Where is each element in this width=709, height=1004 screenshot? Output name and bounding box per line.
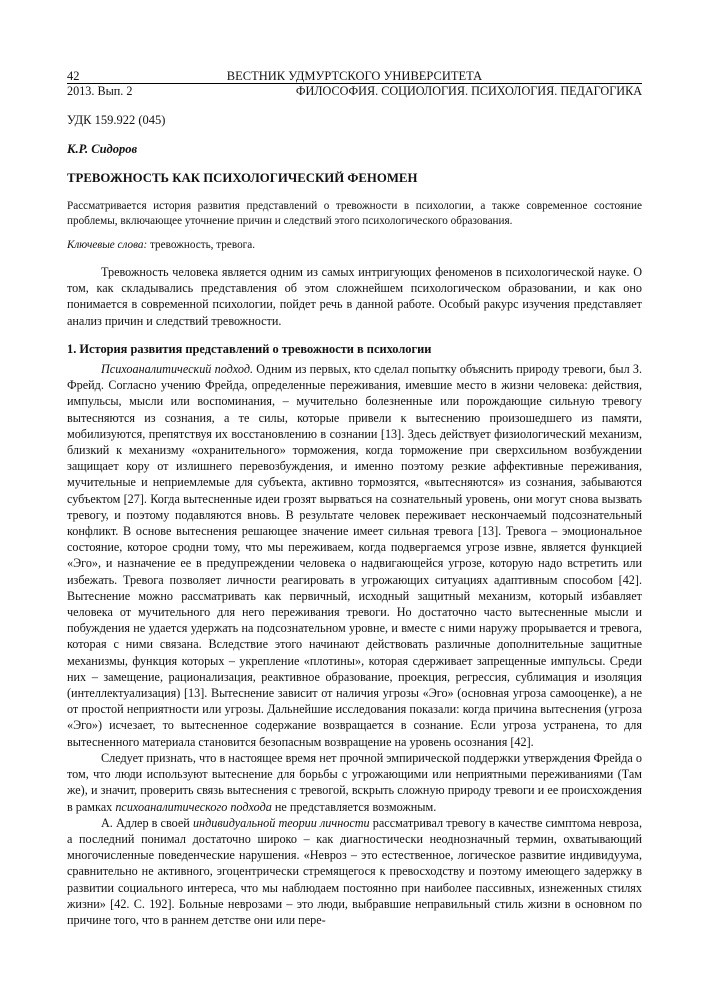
- keywords-label: Ключевые слова:: [67, 239, 148, 251]
- paragraph-italic: психоаналитического подхода: [115, 799, 272, 814]
- running-header: [67, 69, 642, 83]
- issue-info: 2013. Вып. 2: [67, 84, 133, 98]
- article-body: [67, 264, 642, 928]
- article-title: ТРЕВОЖНОСТЬ КАК ПСИХОЛОГИЧЕСКИЙ ФЕНОМЕН: [67, 171, 418, 185]
- paragraph-adler: [67, 815, 642, 928]
- paragraph-text: рассматривал тревогу в качестве симптома невроза, а последний понимал достаточно широко – как диагностически неоднозначный термин, охватывающий многочисленные поведенческие нарушения. «Невроз – это естественное, логическое развитие индивидуума, сравнительно не активного, эгоцентрически стремящегося к превосходству и поэтому имеющего задержку в развитии социального интереса, что мы наблюдаем постоянно при наиболее пассивных, изнеженных стилях жизни» [42. С. 192]. Больные неврозами – это люди, выбравшие неправильный стиль жизни в основном по причине того, что в раннем детстве они или пере-: [67, 815, 642, 927]
- udk-code: УДК 159.922 (045): [67, 113, 166, 127]
- page-number: 42: [67, 69, 80, 83]
- keywords-text: тревожность, тревога.: [147, 239, 256, 251]
- paragraph-italic: индивидуальной теории личности: [192, 815, 370, 830]
- journal-title: ВЕСТНИК УДМУРТСКОГО УНИВЕРСИТЕТА: [226, 69, 483, 83]
- author-name: К.Р. Сидоров: [67, 142, 138, 156]
- paragraph-freud-critique: [67, 750, 642, 815]
- paragraph-text: не представляется возможным.: [271, 799, 437, 814]
- series-title: ФИЛОСОФИЯ. СОЦИОЛОГИЯ. ПСИХОЛОГИЯ. ПЕДАГОГИКА: [295, 84, 642, 98]
- paragraph-text: Одним из первых, кто сделал попытку объяснить природу тревоги, был З. Фрейд. Согласно учению Фрейда, определенные переживания, имевшие место в жизни человека: действия, импульсы, мысли или воспоминания, – мучительно болезненные или порождающие сильную тревогу вытесняются из сознания, а те силы, которые привели к вытеснению произошедшего из памяти, мобилизуются, препятствуя их восстановлению в сознании [13]. Здесь действует физиологический механизм, близкий к механизму «охранительного» торможения, когда торможение при сверхсильном возбуждении защищает кору от излишнего перевозбуждения, и именно поэтому резкие аффективные переживания, мучительные и неприемлемые для субъекта, активно тормозятся, «вытесняются» из сознания, забываются субъектом [27]. Когда вытесненные идеи грозят вырваться на сознательный уровень, они могут снова вызвать тревогу, и поэтому подавляются вновь. В результате человек переживает нескончаемый подсознательный конфликт. В основе вытеснения решающее значение имеет сильная тревога [13]. Тревога – эмоциональное состояние, которое сродни тому, что мы переживаем, когда подвергаемся угрозе извне, является функцией «Эго», и назначение ее в предупреждении человека о надвигающейся угрозе, которую надо встретить или избежать. Тревога позволяет личности реагировать в угрожающих ситуациях адаптивным способом [42]. Вытеснение можно рассматривать как первичный, исходный защитный механизм, который избавляет человека от мучительного для него переживания тревоги. Но достаточно часто вытесненные мысли и побуждения не удается удержать на подсознательном уровне, и вместе с ними наружу прорывается и тревога, которая с ними связана. Вследствие этого начинают действовать различные дополнительные защитные механизмы, функция которых – укрепление «плотины», которая сдерживает запрещенные импульсы. Среди них – замещение, рационализация, реактивное образование, проекция, регрессия, сублимация и изоляция (интеллектуализация) [13]. Вытеснение зависит от наличия угрозы «Эго» (основная угроза самооценке), а не от простой неприятности или угрозы. Дальнейшие исследования показали: когда причина вытеснения (угроза «Эго») исчезает, то вытесненное содержание возвращается в сознание. Если угроза устранена, то для вытесненного материала становится безопасным возвращение на уровень осознания [42].: [67, 362, 643, 749]
- running-subheader: [67, 83, 642, 98]
- keywords: [67, 238, 642, 253]
- abstract: Рассматривается история развития представлений о тревожности в психологии, а также современное состояние проблемы, включающее уточнение причин и следствий этого психологического образования.: [67, 200, 642, 227]
- paragraph-psychoanalytic: [67, 361, 642, 750]
- paragraph-text: А. Адлер в своей: [101, 815, 193, 830]
- section-heading: 1. История развития представлений о тревожности в психологии: [67, 341, 432, 356]
- paragraph-lead: Психоаналитический подход.: [101, 362, 254, 377]
- intro-paragraph: Тревожность человека является одним из самых интригующих феноменов в психологической науке. О том, как складывались представления об этом сложнейшем психологическом образовании, и как оно понимается в современной психологии, пойдет речь в данной работе. Особый ракурс изучения представляет анализ причин и следствий тревожности.: [67, 265, 642, 328]
- paragraph-text: Следует признать, что в настоящее время нет прочной эмпирической поддержки утверждения Фрейда о том, что люди используют вытеснение для борьбы с угрожающими или неприятными переживаниями (Там же), и значит, проверить связь вытеснения с тревогой, вскрыть сложную природу тревоги и ее происхождения в рамках: [67, 750, 642, 814]
